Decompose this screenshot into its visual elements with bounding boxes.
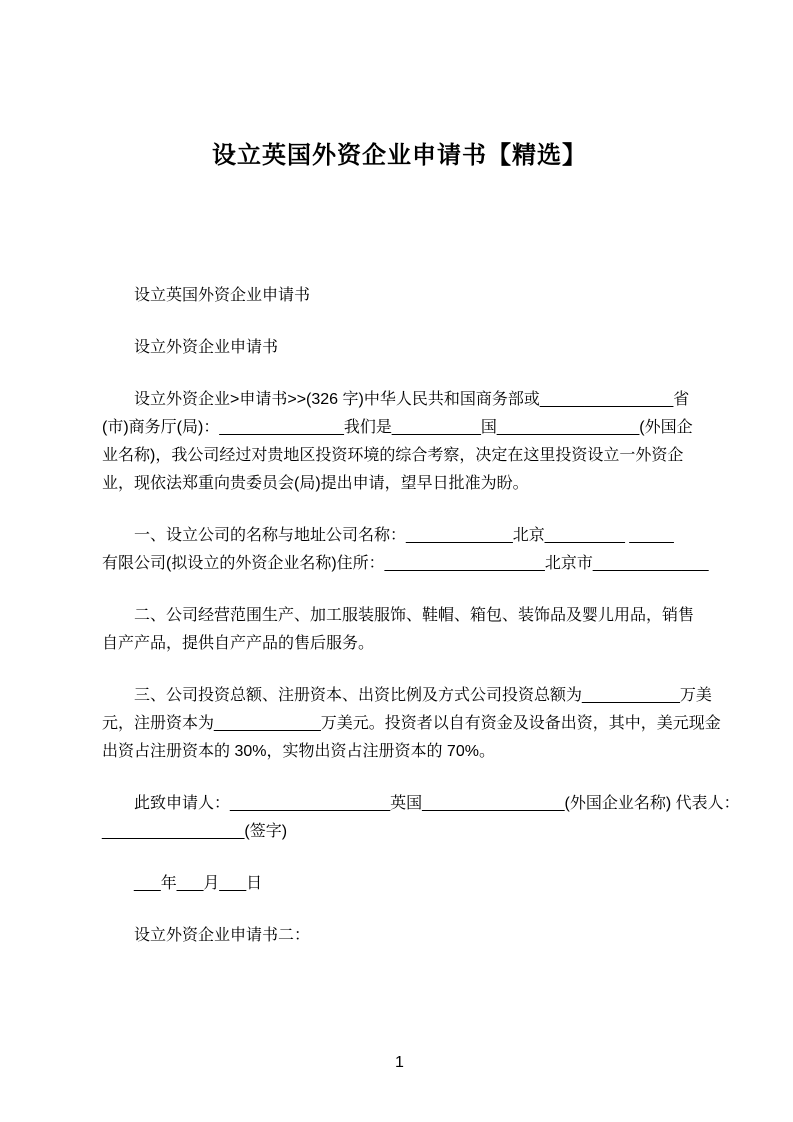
- document-body: [102, 282, 740, 950]
- text-line: 出资占注册资本的 30%，实物出资占注册资本的 70%。: [102, 743, 495, 760]
- page-footer: [102, 1049, 697, 1077]
- paragraph: [102, 282, 697, 310]
- document-title: 设立英国外资企业申请书【精选】: [212, 142, 587, 169]
- text-line: 业，现依法郑重向贵委员会(局)提出申请，望早日批准为盼。: [102, 475, 529, 492]
- text-line: (市)商务厅(局)：______________我们是__________国________________(外国企: [102, 419, 693, 436]
- paragraph: [102, 790, 740, 846]
- text-line: 元，注册资本为____________万美元。投资者以自有资金及设备出资，其中，美元现金: [102, 715, 721, 732]
- page-number: 1: [395, 1054, 404, 1071]
- text-line: 一、设立公司的名称与地址公司名称：____________北京_________ _____: [134, 527, 674, 544]
- text-line: 三、公司投资总额、注册资本、出资比例及方式公司投资总额为___________万美: [134, 687, 712, 704]
- paragraph: [102, 334, 697, 362]
- text-line: 设立外资企业申请书: [134, 339, 279, 356]
- text-line: 设立英国外资企业申请书: [134, 287, 311, 304]
- text-line: 此致申请人：__________________英国________________(外国企业名称) 代表人：: [134, 795, 740, 812]
- text-line: 设立外资企业申请书二：: [134, 927, 311, 944]
- text-line: ___年___月___日: [134, 875, 263, 892]
- text-line: 二、公司经营范围生产、加工服装服饰、鞋帽、箱包、装饰品及婴儿用品，销售: [134, 607, 695, 624]
- text-line: 设立外资企业>申请书>>(326 字)中华人民共和国商务部或_______________省: [134, 391, 690, 408]
- paragraph: [102, 602, 697, 658]
- paragraph: [102, 682, 721, 766]
- paragraph: [102, 522, 709, 578]
- paragraph: [102, 922, 697, 950]
- text-line: 业名称)，我公司经过对贵地区投资环境的综合考察，决定在这里投资设立一外资企: [102, 447, 684, 464]
- paragraph: [102, 870, 697, 898]
- text-line: 有限公司(拟设立的外资企业名称)住所：__________________北京市_____________: [102, 555, 709, 572]
- text-line: 自产产品，提供自产产品的售后服务。: [102, 635, 375, 652]
- text-line: ________________(签字): [102, 823, 288, 840]
- paragraph: [102, 386, 697, 498]
